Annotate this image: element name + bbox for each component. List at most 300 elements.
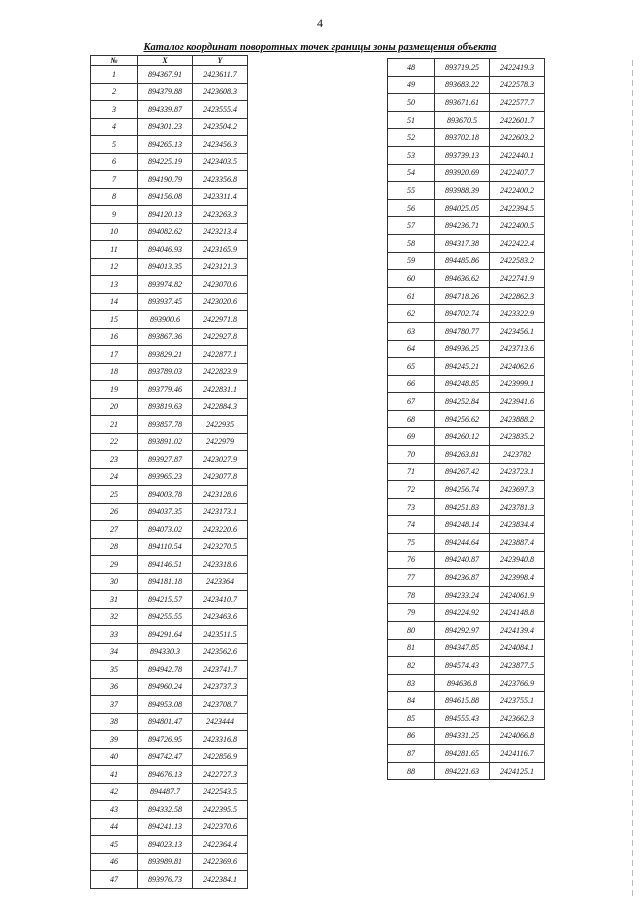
x-coordinate-cell: 894252.84 bbox=[435, 393, 490, 411]
table-row bbox=[388, 463, 545, 481]
point-number-cell: 84 bbox=[388, 692, 435, 710]
point-number-cell: 61 bbox=[388, 287, 435, 305]
table-row bbox=[388, 111, 545, 129]
y-coordinate-cell: 2423027.9 bbox=[193, 451, 248, 469]
x-coordinate-cell: 894251.83 bbox=[435, 498, 490, 516]
point-number-cell: 79 bbox=[388, 604, 435, 622]
point-number-cell: 25 bbox=[91, 486, 138, 504]
x-coordinate-cell: 894267.42 bbox=[435, 463, 490, 481]
table-row bbox=[388, 692, 545, 710]
point-number-cell: 8 bbox=[91, 188, 138, 206]
x-coordinate-cell: 894742.47 bbox=[138, 748, 193, 766]
x-coordinate-cell: 894636.62 bbox=[435, 270, 490, 288]
point-number-cell: 83 bbox=[388, 674, 435, 692]
point-number-cell: 81 bbox=[388, 639, 435, 657]
y-coordinate-cell: 2423835.2 bbox=[490, 428, 545, 446]
point-number-cell: 18 bbox=[91, 363, 138, 381]
point-number-cell: 56 bbox=[388, 199, 435, 217]
table-row bbox=[91, 101, 248, 119]
y-coordinate-cell: 2423708.7 bbox=[193, 696, 248, 714]
x-coordinate-cell: 893702.18 bbox=[435, 129, 490, 147]
y-coordinate-cell: 2422400.5 bbox=[490, 217, 545, 235]
y-coordinate-cell: 2423070.6 bbox=[193, 276, 248, 294]
table-row bbox=[91, 398, 248, 416]
x-coordinate-cell: 893719.25 bbox=[435, 59, 490, 77]
point-number-cell: 48 bbox=[388, 59, 435, 77]
x-coordinate-cell: 893988.39 bbox=[435, 182, 490, 200]
table-row bbox=[91, 486, 248, 504]
table-row bbox=[91, 363, 248, 381]
y-coordinate-cell: 2424139.4 bbox=[490, 622, 545, 640]
y-coordinate-cell: 2423697.3 bbox=[490, 481, 545, 499]
x-coordinate-cell: 894255.55 bbox=[138, 608, 193, 626]
x-coordinate-cell: 893683.22 bbox=[435, 76, 490, 94]
page-number: 4 bbox=[317, 16, 323, 30]
table-row bbox=[388, 604, 545, 622]
point-number-cell: 76 bbox=[388, 551, 435, 569]
y-coordinate-cell: 2422369.6 bbox=[193, 853, 248, 871]
table-row bbox=[388, 358, 545, 376]
table-row bbox=[388, 340, 545, 358]
x-coordinate-cell: 894236.71 bbox=[435, 217, 490, 235]
y-coordinate-cell: 2422823.9 bbox=[193, 363, 248, 381]
x-coordinate-cell: 894215.57 bbox=[138, 591, 193, 609]
x-coordinate-cell: 893671.61 bbox=[435, 94, 490, 112]
table-row bbox=[388, 446, 545, 464]
x-coordinate-cell: 893819.63 bbox=[138, 398, 193, 416]
point-number-cell: 63 bbox=[388, 322, 435, 340]
x-coordinate-cell: 893937.45 bbox=[138, 293, 193, 311]
table-row bbox=[388, 146, 545, 164]
x-coordinate-cell: 894330.3 bbox=[138, 643, 193, 661]
point-number-cell: 53 bbox=[388, 146, 435, 164]
y-coordinate-cell: 2423834.4 bbox=[490, 516, 545, 534]
point-number-cell: 87 bbox=[388, 745, 435, 763]
table-row bbox=[388, 709, 545, 727]
y-coordinate-cell: 2422831.1 bbox=[193, 381, 248, 399]
y-coordinate-cell: 2423741.7 bbox=[193, 661, 248, 679]
y-coordinate-cell: 2422370.6 bbox=[193, 818, 248, 836]
y-coordinate-cell: 2424148.8 bbox=[490, 604, 545, 622]
table-row bbox=[388, 674, 545, 692]
x-coordinate-cell: 894331.25 bbox=[435, 727, 490, 745]
table-row bbox=[91, 433, 248, 451]
table-row bbox=[91, 346, 248, 364]
y-coordinate-cell: 2424125.1 bbox=[490, 762, 545, 780]
table-row bbox=[91, 118, 248, 136]
point-number-cell: 23 bbox=[91, 451, 138, 469]
point-number-cell: 70 bbox=[388, 446, 435, 464]
x-coordinate-cell: 894025.05 bbox=[435, 199, 490, 217]
x-coordinate-cell: 894013.35 bbox=[138, 258, 193, 276]
y-coordinate-cell: 2423270.5 bbox=[193, 538, 248, 556]
x-coordinate-cell: 894156.08 bbox=[138, 188, 193, 206]
table-row bbox=[91, 538, 248, 556]
table-row bbox=[388, 375, 545, 393]
y-coordinate-cell: 2423555.4 bbox=[193, 101, 248, 119]
y-coordinate-cell: 2423456.3 bbox=[193, 136, 248, 154]
table-row bbox=[91, 556, 248, 574]
y-coordinate-cell: 2422971.8 bbox=[193, 311, 248, 329]
x-coordinate-cell: 894265.13 bbox=[138, 136, 193, 154]
y-coordinate-cell: 2423410.7 bbox=[193, 591, 248, 609]
coordinates-table-right bbox=[387, 58, 545, 780]
table-row bbox=[388, 428, 545, 446]
y-coordinate-cell: 2422979 bbox=[193, 433, 248, 451]
y-coordinate-cell: 2423364 bbox=[193, 573, 248, 591]
point-number-cell: 86 bbox=[388, 727, 435, 745]
table-row bbox=[91, 416, 248, 434]
table-row bbox=[388, 657, 545, 675]
x-coordinate-cell: 894003.78 bbox=[138, 486, 193, 504]
table-row bbox=[91, 713, 248, 731]
point-number-cell: 26 bbox=[91, 503, 138, 521]
y-coordinate-cell: 2423504.2 bbox=[193, 118, 248, 136]
y-coordinate-cell: 2423220.6 bbox=[193, 521, 248, 539]
point-number-cell: 65 bbox=[388, 358, 435, 376]
point-number-cell: 3 bbox=[91, 101, 138, 119]
point-number-cell: 37 bbox=[91, 696, 138, 714]
x-coordinate-cell: 894487.7 bbox=[138, 783, 193, 801]
y-coordinate-cell: 2423356.8 bbox=[193, 171, 248, 189]
y-coordinate-cell: 2423782 bbox=[490, 446, 545, 464]
y-coordinate-cell: 2423662.3 bbox=[490, 709, 545, 727]
table-row bbox=[388, 481, 545, 499]
x-coordinate-cell: 893670.5 bbox=[435, 111, 490, 129]
point-number-cell: 72 bbox=[388, 481, 435, 499]
x-coordinate-cell: 894236.87 bbox=[435, 569, 490, 587]
x-coordinate-cell: 894485.86 bbox=[435, 252, 490, 270]
y-coordinate-cell: 2423562.6 bbox=[193, 643, 248, 661]
x-coordinate-cell: 894046.93 bbox=[138, 241, 193, 259]
table-row bbox=[388, 586, 545, 604]
point-number-cell: 10 bbox=[91, 223, 138, 241]
y-coordinate-cell: 2423766.9 bbox=[490, 674, 545, 692]
point-number-cell: 9 bbox=[91, 206, 138, 224]
x-coordinate-cell: 893976.73 bbox=[138, 871, 193, 889]
point-number-cell: 12 bbox=[91, 258, 138, 276]
point-number-cell: 68 bbox=[388, 410, 435, 428]
point-number-cell: 52 bbox=[388, 129, 435, 147]
x-coordinate-cell: 894248.14 bbox=[435, 516, 490, 534]
point-number-cell: 78 bbox=[388, 586, 435, 604]
coordinates-table-left bbox=[90, 55, 248, 889]
table-row bbox=[91, 206, 248, 224]
y-coordinate-cell: 2422877.1 bbox=[193, 346, 248, 364]
table-row bbox=[388, 516, 545, 534]
y-coordinate-cell: 2422583.2 bbox=[490, 252, 545, 270]
point-number-cell: 39 bbox=[91, 731, 138, 749]
table-row bbox=[91, 293, 248, 311]
y-coordinate-cell: 2422856.9 bbox=[193, 748, 248, 766]
table-row bbox=[91, 258, 248, 276]
y-coordinate-cell: 2422741.9 bbox=[490, 270, 545, 288]
point-number-cell: 30 bbox=[91, 573, 138, 591]
y-coordinate-cell: 2422384.1 bbox=[193, 871, 248, 889]
point-number-cell: 57 bbox=[388, 217, 435, 235]
y-coordinate-cell: 2423713.6 bbox=[490, 340, 545, 358]
point-number-cell: 60 bbox=[388, 270, 435, 288]
table-row bbox=[91, 188, 248, 206]
y-coordinate-cell: 2423403.5 bbox=[193, 153, 248, 171]
point-number-cell: 51 bbox=[388, 111, 435, 129]
y-coordinate-cell: 2423940.8 bbox=[490, 551, 545, 569]
point-number-cell: 66 bbox=[388, 375, 435, 393]
table-row bbox=[91, 748, 248, 766]
y-coordinate-cell: 2423444 bbox=[193, 713, 248, 731]
table-row bbox=[91, 608, 248, 626]
y-coordinate-cell: 2422407.7 bbox=[490, 164, 545, 182]
table-row bbox=[388, 182, 545, 200]
y-coordinate-cell: 2423941.6 bbox=[490, 393, 545, 411]
y-coordinate-cell: 2424061.9 bbox=[490, 586, 545, 604]
y-coordinate-cell: 2422364.4 bbox=[193, 836, 248, 854]
x-coordinate-cell: 894301.23 bbox=[138, 118, 193, 136]
point-number-cell: 69 bbox=[388, 428, 435, 446]
table-row bbox=[91, 223, 248, 241]
y-coordinate-cell: 2422577.7 bbox=[490, 94, 545, 112]
point-number-cell: 32 bbox=[91, 608, 138, 626]
table-row bbox=[91, 643, 248, 661]
point-number-cell: 42 bbox=[91, 783, 138, 801]
point-number-cell: 27 bbox=[91, 521, 138, 539]
x-coordinate-cell: 894023.13 bbox=[138, 836, 193, 854]
x-coordinate-cell: 893927.87 bbox=[138, 451, 193, 469]
point-number-cell: 73 bbox=[388, 498, 435, 516]
y-coordinate-cell: 2423999.1 bbox=[490, 375, 545, 393]
x-coordinate-cell: 893891.02 bbox=[138, 433, 193, 451]
x-coordinate-cell: 894256.74 bbox=[435, 481, 490, 499]
x-coordinate-cell: 894263.81 bbox=[435, 446, 490, 464]
y-coordinate-cell: 2423316.8 bbox=[193, 731, 248, 749]
point-number-cell: 67 bbox=[388, 393, 435, 411]
x-coordinate-cell: 894801.47 bbox=[138, 713, 193, 731]
point-number-cell: 59 bbox=[388, 252, 435, 270]
y-coordinate-cell: 2423213.4 bbox=[193, 223, 248, 241]
x-coordinate-cell: 894190.79 bbox=[138, 171, 193, 189]
table-row bbox=[91, 661, 248, 679]
x-coordinate-cell: 894233.24 bbox=[435, 586, 490, 604]
table-row bbox=[91, 678, 248, 696]
x-coordinate-cell: 894574.43 bbox=[435, 657, 490, 675]
y-coordinate-cell: 2422927.8 bbox=[193, 328, 248, 346]
y-coordinate-cell: 2423263.3 bbox=[193, 206, 248, 224]
x-coordinate-cell: 893789.03 bbox=[138, 363, 193, 381]
point-number-cell: 64 bbox=[388, 340, 435, 358]
x-coordinate-cell: 894379.88 bbox=[138, 83, 193, 101]
x-coordinate-cell: 894718.26 bbox=[435, 287, 490, 305]
x-coordinate-cell: 894332.58 bbox=[138, 801, 193, 819]
x-coordinate-cell: 894256.62 bbox=[435, 410, 490, 428]
x-coordinate-cell: 893989.81 bbox=[138, 853, 193, 871]
x-coordinate-cell: 894260.12 bbox=[435, 428, 490, 446]
table-row bbox=[388, 498, 545, 516]
column-header-y: Y bbox=[193, 56, 248, 66]
column-header-number: № bbox=[91, 56, 138, 66]
point-number-cell: 44 bbox=[91, 818, 138, 836]
y-coordinate-cell: 2423877.5 bbox=[490, 657, 545, 675]
x-coordinate-cell: 894281.65 bbox=[435, 745, 490, 763]
y-coordinate-cell: 2423121.3 bbox=[193, 258, 248, 276]
table-row bbox=[91, 171, 248, 189]
x-coordinate-cell: 894702.74 bbox=[435, 305, 490, 323]
x-coordinate-cell: 894037.35 bbox=[138, 503, 193, 521]
y-coordinate-cell: 2423463.6 bbox=[193, 608, 248, 626]
point-number-cell: 45 bbox=[91, 836, 138, 854]
point-number-cell: 58 bbox=[388, 234, 435, 252]
y-coordinate-cell: 2422727.3 bbox=[193, 766, 248, 784]
table-row bbox=[91, 871, 248, 889]
point-number-cell: 31 bbox=[91, 591, 138, 609]
x-coordinate-cell: 894960.24 bbox=[138, 678, 193, 696]
point-number-cell: 43 bbox=[91, 801, 138, 819]
point-number-cell: 74 bbox=[388, 516, 435, 534]
point-number-cell: 85 bbox=[388, 709, 435, 727]
y-coordinate-cell: 2422394.5 bbox=[490, 199, 545, 217]
table-row bbox=[91, 836, 248, 854]
y-coordinate-cell: 2423020.6 bbox=[193, 293, 248, 311]
table-row bbox=[91, 468, 248, 486]
y-coordinate-cell: 2423755.1 bbox=[490, 692, 545, 710]
point-number-cell: 36 bbox=[91, 678, 138, 696]
x-coordinate-cell: 894221.63 bbox=[435, 762, 490, 780]
y-coordinate-cell: 2422440.1 bbox=[490, 146, 545, 164]
y-coordinate-cell: 2423998.4 bbox=[490, 569, 545, 587]
point-number-cell: 13 bbox=[91, 276, 138, 294]
point-number-cell: 15 bbox=[91, 311, 138, 329]
table-row bbox=[388, 745, 545, 763]
point-number-cell: 29 bbox=[91, 556, 138, 574]
y-coordinate-cell: 2422543.5 bbox=[193, 783, 248, 801]
page-title: Каталог координат поворотных точек границы зоны размещения объекта bbox=[143, 42, 497, 53]
point-number-cell: 24 bbox=[91, 468, 138, 486]
point-number-cell: 2 bbox=[91, 83, 138, 101]
x-coordinate-cell: 893857.78 bbox=[138, 416, 193, 434]
y-coordinate-cell: 2422400.2 bbox=[490, 182, 545, 200]
y-coordinate-cell: 2423456.1 bbox=[490, 322, 545, 340]
y-coordinate-cell: 2422601.7 bbox=[490, 111, 545, 129]
table-row bbox=[91, 818, 248, 836]
x-coordinate-cell: 893974.82 bbox=[138, 276, 193, 294]
x-coordinate-cell: 894240.87 bbox=[435, 551, 490, 569]
point-number-cell: 35 bbox=[91, 661, 138, 679]
column-header-x: X bbox=[138, 56, 193, 66]
table-header-row bbox=[91, 56, 248, 66]
table-row bbox=[91, 381, 248, 399]
table-row bbox=[388, 59, 545, 77]
point-number-cell: 6 bbox=[91, 153, 138, 171]
point-number-cell: 4 bbox=[91, 118, 138, 136]
y-coordinate-cell: 2422422.4 bbox=[490, 234, 545, 252]
y-coordinate-cell: 2423888.2 bbox=[490, 410, 545, 428]
table-row bbox=[91, 328, 248, 346]
table-row bbox=[388, 639, 545, 657]
x-coordinate-cell: 893779.46 bbox=[138, 381, 193, 399]
y-coordinate-cell: 2423737.3 bbox=[193, 678, 248, 696]
x-coordinate-cell: 894636.8 bbox=[435, 674, 490, 692]
point-number-cell: 17 bbox=[91, 346, 138, 364]
point-number-cell: 71 bbox=[388, 463, 435, 481]
table-row bbox=[388, 551, 545, 569]
x-coordinate-cell: 894082.62 bbox=[138, 223, 193, 241]
table-row bbox=[388, 199, 545, 217]
y-coordinate-cell: 2422862.3 bbox=[490, 287, 545, 305]
point-number-cell: 11 bbox=[91, 241, 138, 259]
point-number-cell: 33 bbox=[91, 626, 138, 644]
y-coordinate-cell: 2423608.3 bbox=[193, 83, 248, 101]
table-row bbox=[388, 129, 545, 147]
table-row bbox=[91, 696, 248, 714]
point-number-cell: 41 bbox=[91, 766, 138, 784]
y-coordinate-cell: 2423311.4 bbox=[193, 188, 248, 206]
x-coordinate-cell: 894317.38 bbox=[435, 234, 490, 252]
point-number-cell: 49 bbox=[388, 76, 435, 94]
table-row bbox=[91, 276, 248, 294]
point-number-cell: 7 bbox=[91, 171, 138, 189]
table-row bbox=[388, 393, 545, 411]
point-number-cell: 47 bbox=[91, 871, 138, 889]
y-coordinate-cell: 2423781.3 bbox=[490, 498, 545, 516]
table-row bbox=[388, 534, 545, 552]
scan-edge-line bbox=[632, 60, 633, 900]
table-row bbox=[388, 622, 545, 640]
table-row bbox=[91, 153, 248, 171]
table-row bbox=[91, 311, 248, 329]
y-coordinate-cell: 2423322.9 bbox=[490, 305, 545, 323]
y-coordinate-cell: 2423173.1 bbox=[193, 503, 248, 521]
y-coordinate-cell: 2422935 bbox=[193, 416, 248, 434]
y-coordinate-cell: 2423887.4 bbox=[490, 534, 545, 552]
table-row bbox=[388, 322, 545, 340]
x-coordinate-cell: 894181.18 bbox=[138, 573, 193, 591]
x-coordinate-cell: 894726.95 bbox=[138, 731, 193, 749]
table-row bbox=[388, 727, 545, 745]
x-coordinate-cell: 894224.92 bbox=[435, 604, 490, 622]
point-number-cell: 22 bbox=[91, 433, 138, 451]
x-coordinate-cell: 894146.51 bbox=[138, 556, 193, 574]
x-coordinate-cell: 894936.25 bbox=[435, 340, 490, 358]
x-coordinate-cell: 894073.02 bbox=[138, 521, 193, 539]
point-number-cell: 55 bbox=[388, 182, 435, 200]
point-number-cell: 77 bbox=[388, 569, 435, 587]
y-coordinate-cell: 2423511.5 bbox=[193, 626, 248, 644]
y-coordinate-cell: 2422419.3 bbox=[490, 59, 545, 77]
table-row bbox=[388, 569, 545, 587]
point-number-cell: 62 bbox=[388, 305, 435, 323]
table-row bbox=[388, 305, 545, 323]
table-row bbox=[388, 164, 545, 182]
point-number-cell: 20 bbox=[91, 398, 138, 416]
point-number-cell: 75 bbox=[388, 534, 435, 552]
table-row bbox=[388, 252, 545, 270]
table-row bbox=[91, 136, 248, 154]
x-coordinate-cell: 894110.54 bbox=[138, 538, 193, 556]
x-coordinate-cell: 894953.08 bbox=[138, 696, 193, 714]
point-number-cell: 88 bbox=[388, 762, 435, 780]
y-coordinate-cell: 2424084.1 bbox=[490, 639, 545, 657]
point-number-cell: 54 bbox=[388, 164, 435, 182]
point-number-cell: 82 bbox=[388, 657, 435, 675]
y-coordinate-cell: 2423723.1 bbox=[490, 463, 545, 481]
y-coordinate-cell: 2423165.9 bbox=[193, 241, 248, 259]
point-number-cell: 40 bbox=[91, 748, 138, 766]
table-row bbox=[91, 66, 248, 84]
table-row bbox=[388, 270, 545, 288]
x-coordinate-cell: 893829.21 bbox=[138, 346, 193, 364]
y-coordinate-cell: 2422603.2 bbox=[490, 129, 545, 147]
x-coordinate-cell: 893739.13 bbox=[435, 146, 490, 164]
point-number-cell: 16 bbox=[91, 328, 138, 346]
